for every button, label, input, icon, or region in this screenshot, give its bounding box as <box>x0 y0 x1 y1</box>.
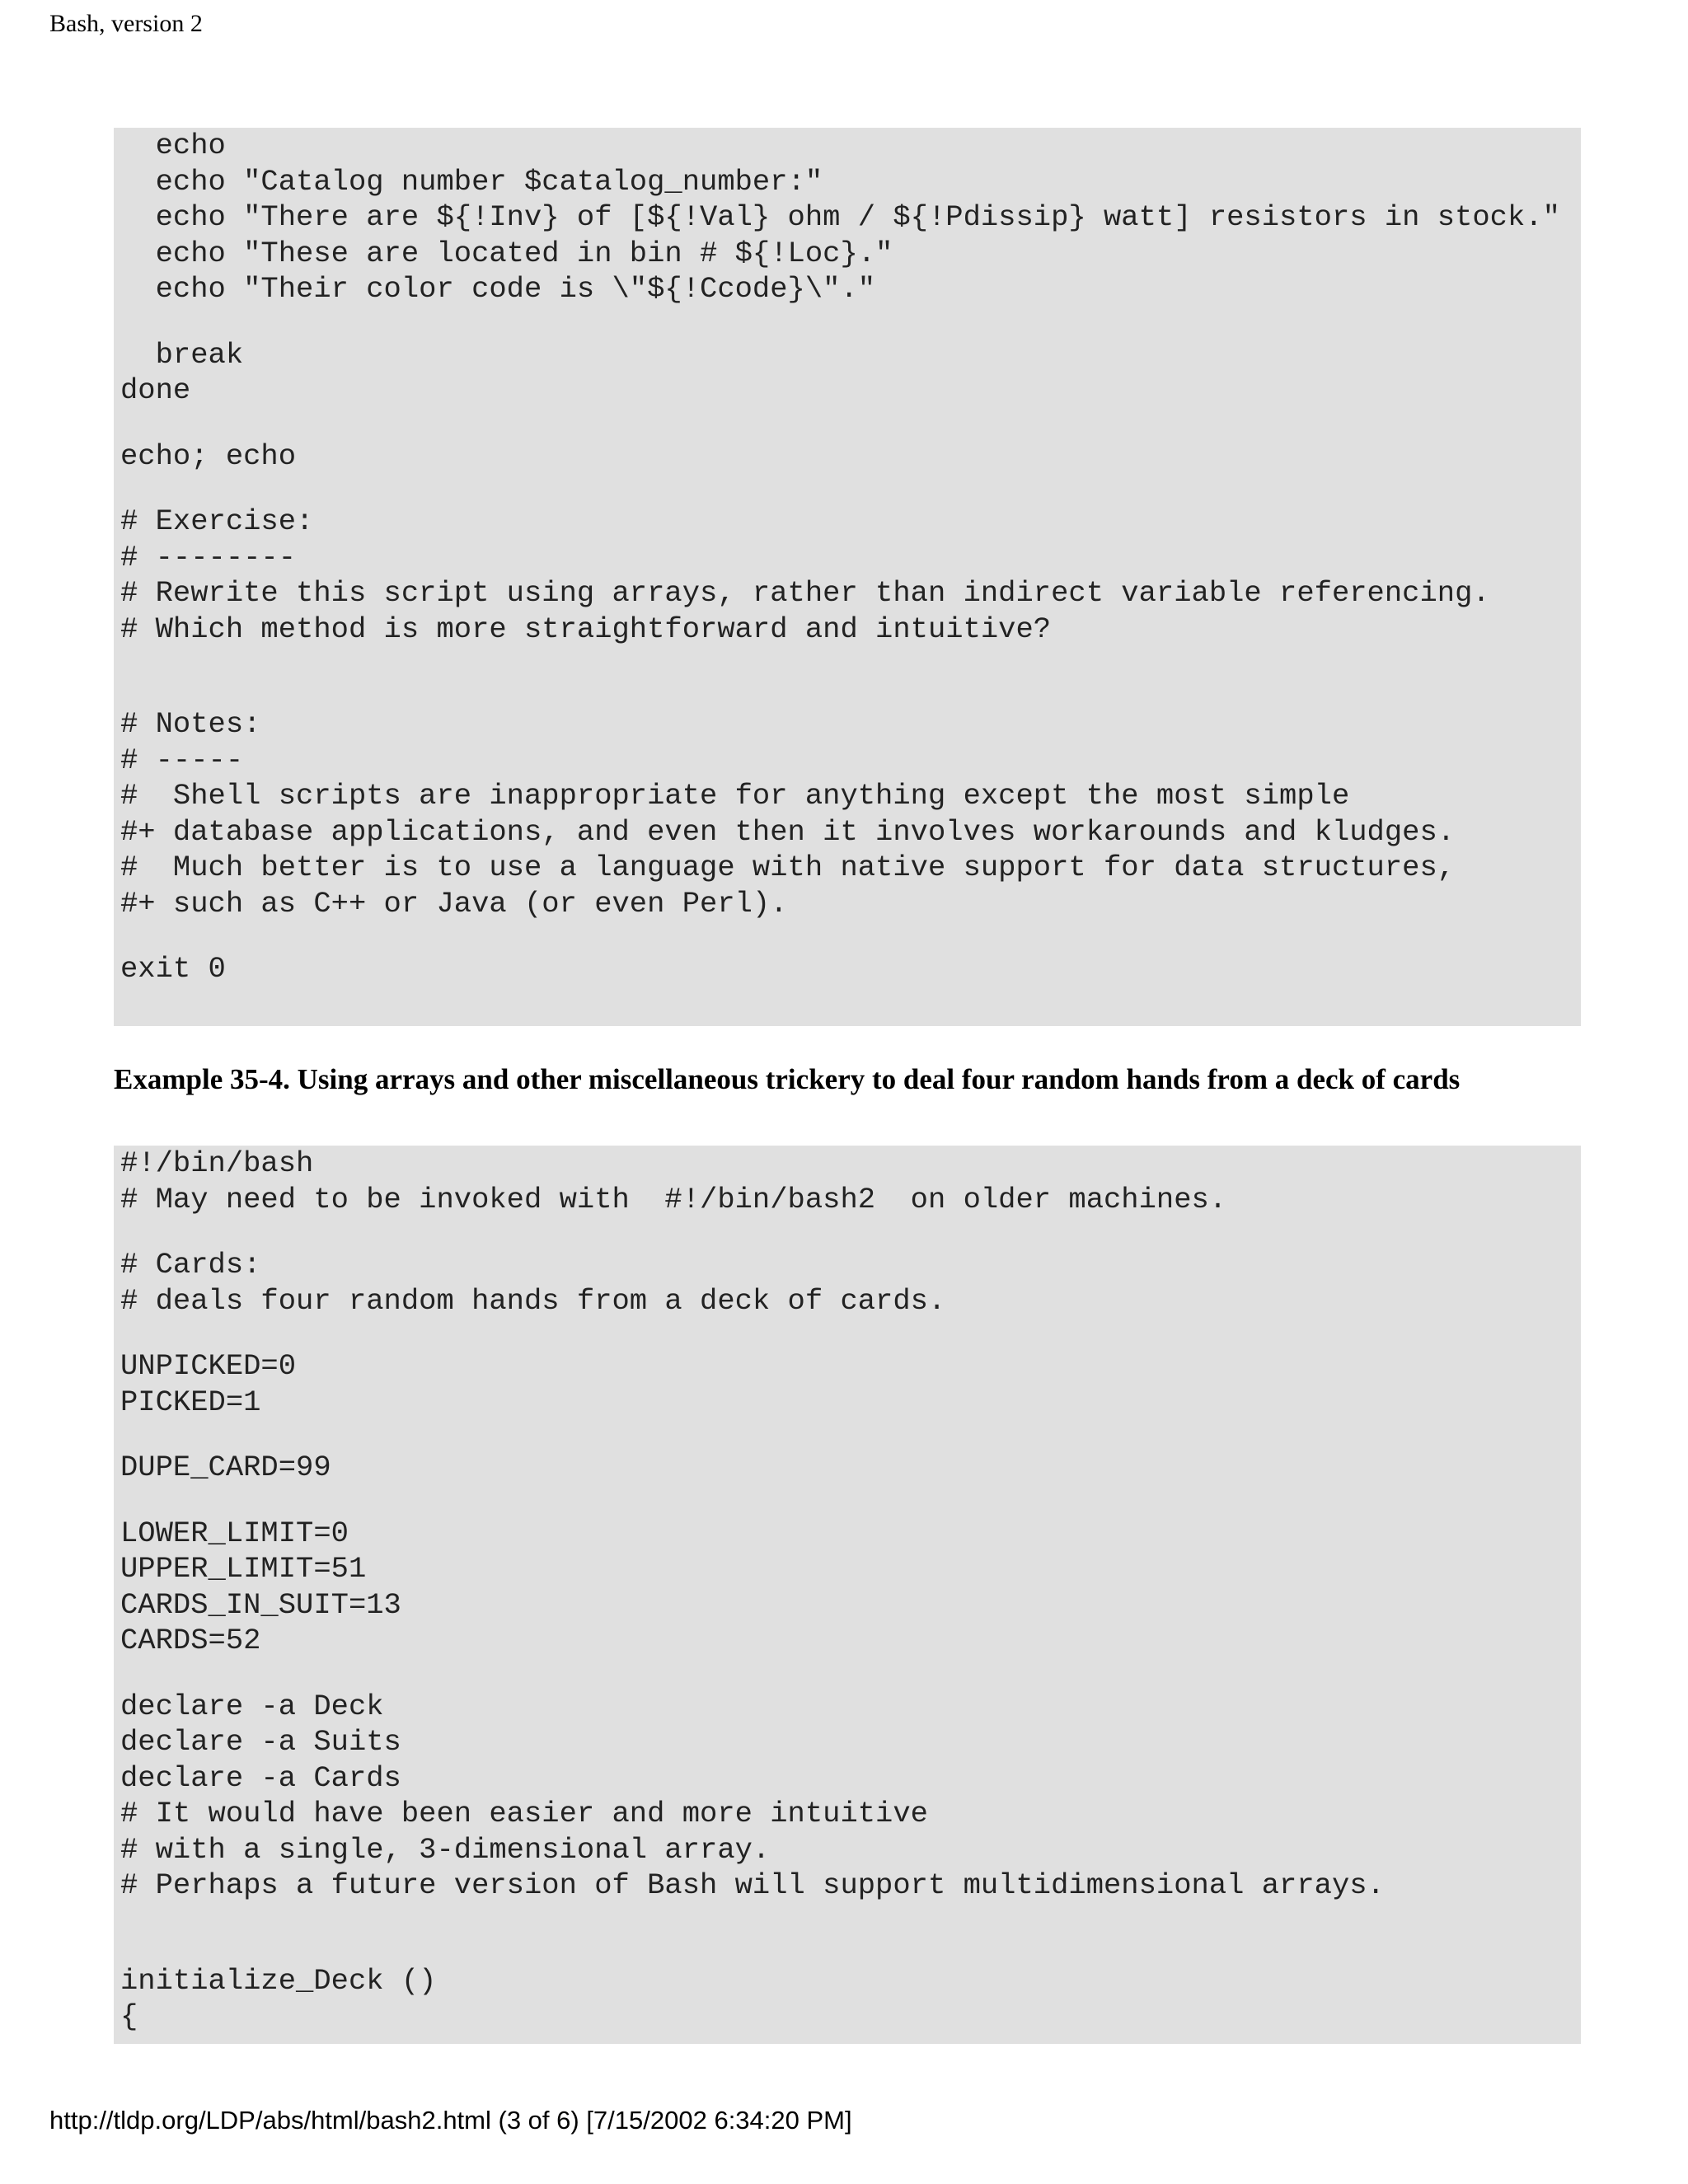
code-line: #+ database applications, and even then it involves workarounds and kludges. <box>120 814 1456 849</box>
code-line: # -------- <box>120 540 297 574</box>
code-line: CARDS=52 <box>120 1624 261 1657</box>
code-line: { <box>120 1999 138 2033</box>
code-blank-line <box>120 1319 1581 1348</box>
code-blank-line <box>120 1904 1581 1963</box>
code-blank-line <box>120 1659 1581 1689</box>
code-line: LOWER_LIMIT=0 <box>120 1516 349 1550</box>
code-line: # Much better is to use a language with native support for data structures, <box>120 851 1456 884</box>
code-block-cards-script <box>114 1146 1581 2044</box>
code-line: echo "These are located in bin # ${!Loc}." <box>120 236 893 270</box>
code-line: # ----- <box>120 743 244 777</box>
page-header: Bash, version 2 <box>49 10 203 37</box>
code-blank-line <box>120 307 1581 337</box>
code-line: #+ such as C++ or Java (or even Perl). <box>120 886 788 921</box>
code-line: declare -a Deck <box>120 1689 384 1723</box>
code-blank-line <box>120 647 1581 706</box>
code-line: echo <box>120 129 226 162</box>
page-footer-url: http://tldp.org/LDP/abs/html/bash2.html (3 of 6) [7/15/2002 6:34:20 PM] <box>49 2106 852 2135</box>
code-line: initialize_Deck () <box>120 1963 437 1998</box>
code-block-resistor-script <box>114 128 1581 1026</box>
code-line: # deals four random hands from a deck of cards. <box>120 1283 946 1318</box>
code-line: declare -a Suits <box>120 1725 401 1759</box>
code-line: # Cards: <box>120 1248 261 1282</box>
code-line: # Shell scripts are inappropriate for anything except the most simple <box>120 779 1350 813</box>
code-line: # with a single, 3-dimensional array. <box>120 1832 771 1867</box>
code-line: echo "There are ${!Inv} of [${!Val} ohm / ${!Pdissip} watt] resistors in stock." <box>120 200 1560 234</box>
code-line: # Which method is more straightforward and intuitive? <box>120 612 1052 646</box>
code-line: # Exercise: <box>120 504 314 538</box>
code-line: echo "Their color code is \"${!Ccode}\"." <box>120 272 876 306</box>
code-line: exit 0 <box>120 952 226 986</box>
code-line: #!/bin/bash <box>120 1146 314 1180</box>
code-blank-line <box>120 1420 1581 1450</box>
code-line: # Rewrite this script using arrays, rather than indirect variable referencing. <box>120 576 1490 610</box>
code-line: DUPE_CARD=99 <box>120 1451 331 1484</box>
code-line: # It would have been easier and more intuitive <box>120 1797 928 1830</box>
code-line: UPPER_LIMIT=51 <box>120 1552 367 1586</box>
code-line: CARDS_IN_SUIT=13 <box>120 1587 401 1622</box>
code-line: # Notes: <box>120 707 261 741</box>
code-blank-line <box>120 1486 1581 1516</box>
code-line: PICKED=1 <box>120 1385 261 1419</box>
code-blank-line <box>120 921 1581 951</box>
code-line: break <box>120 337 244 372</box>
code-line: UNPICKED=0 <box>120 1349 297 1383</box>
code-line: echo; echo <box>120 438 297 473</box>
code-line: echo "Catalog number $catalog_number:" <box>120 164 823 199</box>
code-line: # Perhaps a future version of Bash will support multidimensional arrays. <box>120 1868 1385 1902</box>
code-blank-line <box>120 474 1581 504</box>
example-title: Example 35-4. Using arrays and other miscellaneous trickery to deal four random hands from a deck of cards <box>114 1063 1461 1095</box>
code-line: done <box>120 373 191 407</box>
code-blank-line <box>120 1217 1581 1247</box>
code-line: # May need to be invoked with #!/bin/bash2 on older machines. <box>120 1182 1227 1216</box>
code-blank-line <box>120 409 1581 438</box>
code-line: declare -a Cards <box>120 1760 401 1795</box>
